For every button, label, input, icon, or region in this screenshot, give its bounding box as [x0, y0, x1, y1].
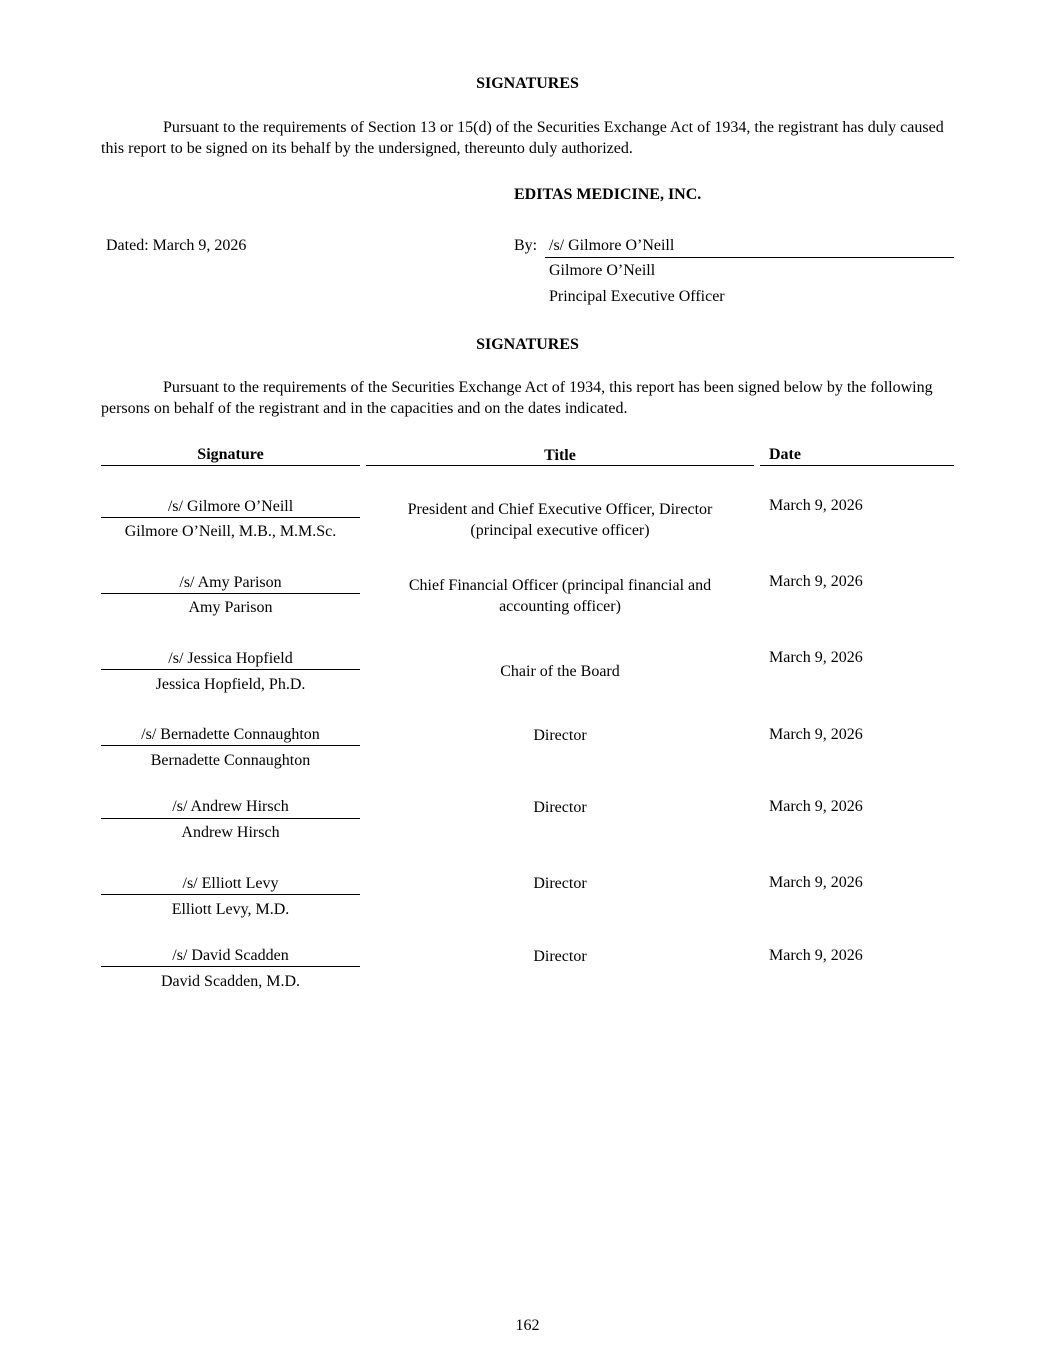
row-date: March 9, 2026: [769, 798, 863, 815]
row-title: Director: [533, 875, 587, 892]
column-header-signature: Signature: [197, 446, 264, 463]
signature-line: [101, 517, 360, 518]
row-name: David Scadden, M.D.: [160, 973, 301, 990]
row-name: Bernadette Connaughton: [150, 752, 311, 769]
row-title-line1: Chief Financial Officer (principal financial and: [408, 577, 712, 594]
row-signature: /s/ Jessica Hopfield: [168, 650, 293, 667]
by-signature: /s/ Gilmore O’Neill: [549, 237, 675, 254]
row-name: Elliott Levy, M.D.: [171, 901, 290, 918]
column-header-date: Date: [769, 446, 801, 463]
row-signature: /s/ Amy Parison: [179, 574, 282, 591]
row-date: March 9, 2026: [769, 726, 863, 743]
header-rule-date: [760, 465, 954, 466]
signature-line: [101, 745, 360, 746]
by-label: By:: [514, 237, 538, 254]
row-signature: /s/ Bernadette Connaughton: [141, 726, 320, 743]
row-date: March 9, 2026: [769, 874, 863, 891]
row-title: Director: [533, 727, 587, 744]
signature-line: [101, 818, 360, 819]
dated-line: Dated: March 9, 2026: [106, 237, 247, 254]
row-title-line2: accounting officer): [499, 598, 621, 615]
signature-line: [101, 966, 360, 967]
row-name: Andrew Hirsch: [181, 824, 280, 841]
signer-name: Gilmore O’Neill: [549, 262, 656, 279]
header-rule-signature: [101, 465, 360, 466]
column-header-title: Title: [544, 447, 576, 464]
row-signature: /s/ Elliott Levy: [182, 875, 279, 892]
row-name: Gilmore O’Neill, M.B., M.M.Sc.: [124, 523, 337, 540]
row-signature: /s/ David Scadden: [172, 947, 289, 964]
signatures-heading-1: SIGNATURES: [476, 75, 579, 92]
row-date: March 9, 2026: [769, 497, 863, 514]
row-title: Director: [533, 948, 587, 965]
signature-line: [101, 894, 360, 895]
signature-rule: [545, 257, 954, 258]
row-signature: /s/ Andrew Hirsch: [172, 798, 289, 815]
row-date: March 9, 2026: [769, 573, 863, 590]
row-title: Chair of the Board: [500, 663, 620, 680]
signature-line: [101, 669, 360, 670]
signer-title: Principal Executive Officer: [549, 288, 725, 305]
signature-line: [101, 593, 360, 594]
row-date: March 9, 2026: [769, 947, 863, 964]
company-name: EDITAS MEDICINE, INC.: [514, 186, 702, 203]
authorization-paragraph: Pursuant to the requirements of Section 13 or 15(d) of the Securities Exchange Act of 1934, the registrant has duly caused this report to be signed on its behalf by the undersigned, thereunto duly authorized.: [101, 119, 944, 157]
row-date: March 9, 2026: [769, 649, 863, 666]
row-title-line2: (principal executive officer): [470, 522, 650, 539]
row-title-line1: President and Chief Executive Officer, Director: [407, 501, 713, 518]
header-rule-title: [366, 465, 754, 466]
page-number: 162: [515, 1317, 540, 1334]
row-title: Director: [533, 799, 587, 816]
row-name: Amy Parison: [188, 599, 273, 616]
row-name: Jessica Hopfield, Ph.D.: [155, 676, 306, 693]
row-signature: /s/ Gilmore O’Neill: [167, 498, 294, 515]
signatures-heading-2: SIGNATURES: [476, 336, 579, 353]
signing-paragraph: Pursuant to the requirements of the Securities Exchange Act of 1934, this report has been signed below by the following persons on behalf of the registrant and in the capacities and on the dates indicated.: [101, 379, 933, 417]
